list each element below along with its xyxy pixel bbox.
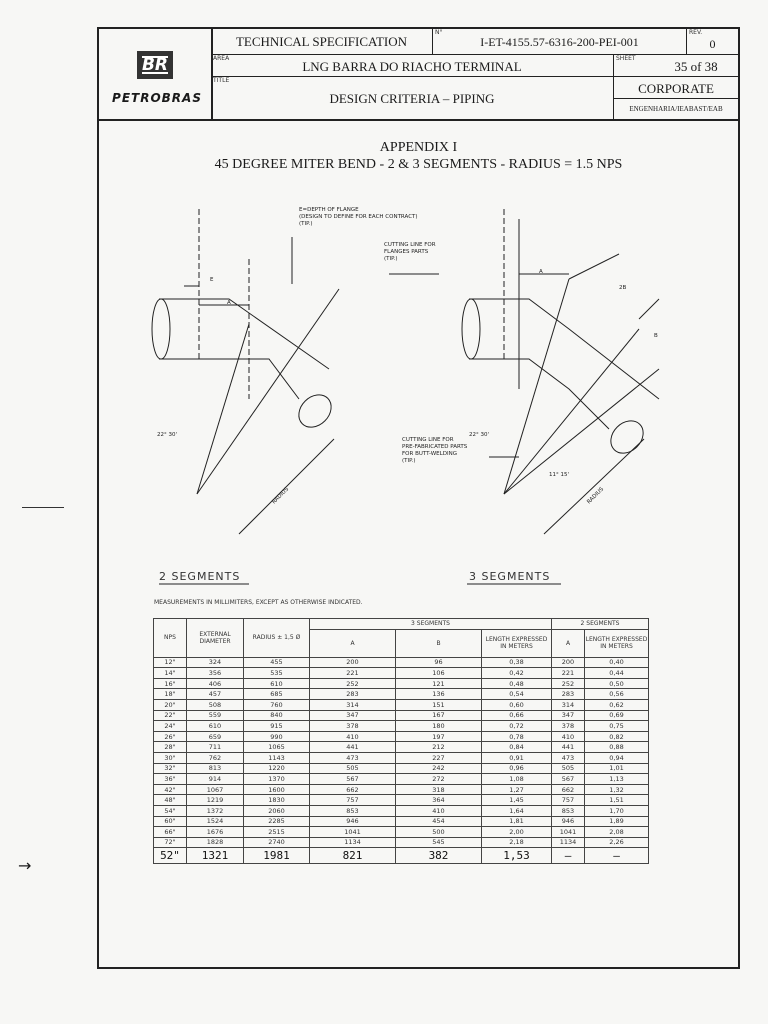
table-cell: 473 xyxy=(552,752,585,763)
table-cell: 2060 xyxy=(244,805,310,816)
title-label: TITLE xyxy=(213,77,230,84)
area-label: AREA xyxy=(213,55,230,62)
col-a-3seg: A xyxy=(310,629,396,657)
title-block-header xyxy=(99,29,738,121)
hand-a2: — xyxy=(552,848,585,864)
table-cell: 711 xyxy=(187,742,244,753)
table-cell: 227 xyxy=(396,752,482,763)
table-cell: 1041 xyxy=(310,827,396,838)
table-cell: 1143 xyxy=(244,752,310,763)
table-cell: 0,66 xyxy=(482,710,552,721)
pipe-2seg-bottom-edge xyxy=(159,359,299,399)
table-cell: 2285 xyxy=(244,816,310,827)
table-cell: 24" xyxy=(154,721,187,732)
pipe-2seg-outlet-ellipse xyxy=(292,388,337,433)
dim-2b-3seg xyxy=(569,254,619,279)
note-e-2: (DESIGN TO DEFINE FOR EACH CONTRACT) xyxy=(299,214,418,220)
table-cell: 283 xyxy=(310,689,396,700)
note-butt-2: PRE-FABRICATED PARTS xyxy=(402,444,468,450)
table-cell: 406 xyxy=(187,678,244,689)
table-cell: 757 xyxy=(552,795,585,806)
hand-length: 1,53 xyxy=(482,848,552,864)
table-row xyxy=(154,731,649,742)
caption-2-segments: 2 SEGMENTS xyxy=(159,570,241,583)
hand-ext: 1321 xyxy=(187,848,244,864)
radius-dim-3seg xyxy=(544,439,644,534)
margin-mark-line xyxy=(22,507,64,508)
table-cell: 454 xyxy=(396,816,482,827)
table-cell: 42" xyxy=(154,784,187,795)
table-cell: 441 xyxy=(310,742,396,753)
table-cell: 121 xyxy=(396,678,482,689)
table-cell: 1370 xyxy=(244,774,310,785)
table-cell: 946 xyxy=(310,816,396,827)
table-cell: 410 xyxy=(310,731,396,742)
table-cell: 455 xyxy=(244,657,310,668)
table-cell: 14" xyxy=(154,668,187,679)
appendix-subheading: 45 DEGREE MITER BEND - 2 & 3 SEGMENTS - RADIUS = 1.5 NPS xyxy=(214,157,623,172)
table-row xyxy=(154,689,649,700)
table-cell: 946 xyxy=(552,816,585,827)
miter-bend-drawing xyxy=(99,189,738,609)
table-cell: 685 xyxy=(244,689,310,700)
table-cell: 22" xyxy=(154,710,187,721)
table-cell: 2,26 xyxy=(585,837,649,848)
table-cell: 1600 xyxy=(244,784,310,795)
table-cell: 2740 xyxy=(244,837,310,848)
company-name: PETROBRAS xyxy=(112,91,202,105)
pipe-3seg-end-ellipse xyxy=(462,299,480,359)
table-cell: 324 xyxy=(187,657,244,668)
table-cell: 0,96 xyxy=(482,763,552,774)
table-cell: 314 xyxy=(552,699,585,710)
table-cell: 2515 xyxy=(244,827,310,838)
table-row xyxy=(154,710,649,721)
table-cell: 0,62 xyxy=(585,699,649,710)
table-cell: 760 xyxy=(244,699,310,710)
table-cell: 364 xyxy=(396,795,482,806)
col-group-2-segments: 2 SEGMENTS xyxy=(552,619,649,630)
table-cell: 26" xyxy=(154,731,187,742)
table-cell: 0,40 xyxy=(585,657,649,668)
doc-type-cell xyxy=(211,29,433,55)
hand-b: 382 xyxy=(396,848,482,864)
table-cell: 1,32 xyxy=(585,784,649,795)
table-row xyxy=(154,668,649,679)
table-cell: 96 xyxy=(396,657,482,668)
table-cell: 20" xyxy=(154,699,187,710)
table-cell: 1134 xyxy=(552,837,585,848)
hand-nps: 52" xyxy=(154,848,187,864)
table-cell: 272 xyxy=(396,774,482,785)
table-cell: 2,18 xyxy=(482,837,552,848)
table-cell: 2,00 xyxy=(482,827,552,838)
table-cell: 0,94 xyxy=(585,752,649,763)
table-cell: 200 xyxy=(310,657,396,668)
table-cell: 0,69 xyxy=(585,710,649,721)
table-cell: 813 xyxy=(187,763,244,774)
table-cell: 1067 xyxy=(187,784,244,795)
table-cell: 535 xyxy=(244,668,310,679)
dim-2b-label: 2B xyxy=(619,285,627,291)
table-cell: 1041 xyxy=(552,827,585,838)
title-value: DESIGN CRITERIA – PIPING xyxy=(329,91,495,106)
table-cell: 200 xyxy=(552,657,585,668)
table-cell: 0,84 xyxy=(482,742,552,753)
table-cell: 48" xyxy=(154,795,187,806)
table-cell: 0,54 xyxy=(482,689,552,700)
table-cell: 840 xyxy=(244,710,310,721)
table-cell: 1134 xyxy=(310,837,396,848)
table-row xyxy=(154,752,649,763)
table-cell: 1,01 xyxy=(585,763,649,774)
table-cell: 221 xyxy=(552,668,585,679)
pipe-3seg-top-edge xyxy=(469,299,659,399)
table-cell: 1,27 xyxy=(482,784,552,795)
table-cell: 567 xyxy=(552,774,585,785)
dim-a-label-2seg: A xyxy=(227,300,231,306)
sheet-value: 35 of 38 xyxy=(674,59,718,74)
table-cell: 36" xyxy=(154,774,187,785)
sheet-cell xyxy=(614,55,738,77)
org1-cell xyxy=(614,77,738,99)
doc-number-label: N° xyxy=(435,29,443,36)
table-cell: 378 xyxy=(552,721,585,732)
org2-cell xyxy=(614,99,738,119)
table-cell: 32" xyxy=(154,763,187,774)
table-cell: 0,42 xyxy=(482,668,552,679)
table-cell: 473 xyxy=(310,752,396,763)
table-cell: 347 xyxy=(552,710,585,721)
table-cell: 318 xyxy=(396,784,482,795)
dim-e-label: E xyxy=(210,277,214,283)
table-cell: 659 xyxy=(187,731,244,742)
radius-dim-2seg xyxy=(239,439,334,534)
col-a-2seg: A xyxy=(552,629,585,657)
cut-line-3seg-3 xyxy=(504,369,659,494)
table-cell: 0,50 xyxy=(585,678,649,689)
note-cut-1: CUTTING LINE FOR xyxy=(384,242,436,248)
table-cell: 16" xyxy=(154,678,187,689)
petrobras-logo-icon: BR xyxy=(137,51,173,79)
pipe-3seg-outlet-ellipse xyxy=(604,414,649,459)
table-cell: 915 xyxy=(244,721,310,732)
table-cell: 567 xyxy=(310,774,396,785)
table-cell: 151 xyxy=(396,699,482,710)
table-cell: 457 xyxy=(187,689,244,700)
table-cell: 1828 xyxy=(187,837,244,848)
org2-value: ENGENHARIA/IEABAST/EAB xyxy=(629,105,723,113)
specification-sheet xyxy=(97,27,740,969)
table-row xyxy=(154,816,649,827)
cut-line-3seg-2 xyxy=(504,329,639,494)
table-cell: 0,38 xyxy=(482,657,552,668)
table-cell: 252 xyxy=(310,678,396,689)
hand-a: 821 xyxy=(310,848,396,864)
area-value: LNG BARRA DO RIACHO TERMINAL xyxy=(302,59,522,74)
hand-radius: 1981 xyxy=(244,848,310,864)
table-cell: 559 xyxy=(187,710,244,721)
table-cell: 18" xyxy=(154,689,187,700)
note-butt-4: (TIP.) xyxy=(402,458,416,464)
doc-number-cell xyxy=(433,29,687,55)
table-cell: 1,64 xyxy=(482,805,552,816)
measurement-note: MEASUREMENTS IN MILLIMITERS, EXCEPT AS OTHERWISE INDICATED. xyxy=(154,599,363,606)
logo-cell xyxy=(99,29,213,119)
handwritten-row xyxy=(154,848,649,864)
table-cell: 1219 xyxy=(187,795,244,806)
table-cell: 0,82 xyxy=(585,731,649,742)
table-cell: 441 xyxy=(552,742,585,753)
table-cell: 410 xyxy=(552,731,585,742)
col-b-3seg: B xyxy=(396,629,482,657)
angle-line-2seg xyxy=(197,324,249,494)
note-e-1: E=DEPTH OF FLANGE xyxy=(299,207,359,213)
table-cell: 1065 xyxy=(244,742,310,753)
table-row xyxy=(154,774,649,785)
hand-length2: — xyxy=(585,848,649,864)
table-cell: 252 xyxy=(552,678,585,689)
table-row xyxy=(154,742,649,753)
table-cell: 1372 xyxy=(187,805,244,816)
table-cell: 212 xyxy=(396,742,482,753)
pipe-2seg-end-ellipse xyxy=(152,299,170,359)
col-radius: RADIUS ± 1,5 Ø xyxy=(244,619,310,658)
table-cell: 0,91 xyxy=(482,752,552,763)
table-cell: 2,08 xyxy=(585,827,649,838)
table-cell: 0,88 xyxy=(585,742,649,753)
col-length-2seg: LENGTH EXPRESSED IN METERS xyxy=(585,629,649,657)
table-cell: 54" xyxy=(154,805,187,816)
sheet-label: SHEET xyxy=(616,55,636,62)
radius-label-3seg: RADIUS xyxy=(586,486,606,506)
table-cell: 28" xyxy=(154,742,187,753)
note-cut-3: (TIP.) xyxy=(384,256,398,262)
table-cell: 136 xyxy=(396,689,482,700)
table-cell: 1830 xyxy=(244,795,310,806)
table-cell: 60" xyxy=(154,816,187,827)
table-cell: 505 xyxy=(310,763,396,774)
table-cell: 0,48 xyxy=(482,678,552,689)
radius-line-2seg xyxy=(197,289,339,494)
table-cell: 283 xyxy=(552,689,585,700)
table-cell: 762 xyxy=(187,752,244,763)
table-cell: 500 xyxy=(396,827,482,838)
table-cell: 0,78 xyxy=(482,731,552,742)
table-row xyxy=(154,784,649,795)
table-row xyxy=(154,827,649,838)
dim-b-label: B xyxy=(654,333,658,339)
table-cell: 1,81 xyxy=(482,816,552,827)
table-cell: 167 xyxy=(396,710,482,721)
table-cell: 610 xyxy=(187,721,244,732)
rev-label: REV. xyxy=(689,29,703,36)
appendix-heading: APPENDIX I xyxy=(379,140,458,155)
dim-a-label-3seg: A xyxy=(539,269,543,275)
dimension-table xyxy=(153,618,649,864)
angle-1115: 11° 15' xyxy=(549,472,570,478)
table-cell: 914 xyxy=(187,774,244,785)
table-cell: 1,45 xyxy=(482,795,552,806)
table-cell: 508 xyxy=(187,699,244,710)
table-row xyxy=(154,795,649,806)
table-cell: 662 xyxy=(310,784,396,795)
col-length-3seg: LENGTH EXPRESSED IN METERS xyxy=(482,629,552,657)
table-cell: 378 xyxy=(310,721,396,732)
table-cell: 72" xyxy=(154,837,187,848)
col-group-3-segments: 3 SEGMENTS xyxy=(310,619,552,630)
table-cell: 0,56 xyxy=(585,689,649,700)
area-cell xyxy=(211,55,614,77)
table-cell: 545 xyxy=(396,837,482,848)
table-row xyxy=(154,805,649,816)
rev-cell xyxy=(687,29,738,55)
caption-3-segments: 3 SEGMENTS xyxy=(469,570,551,583)
table-cell: 757 xyxy=(310,795,396,806)
note-e-3: (TIP.) xyxy=(299,221,313,227)
org1-value: CORPORATE xyxy=(638,81,714,96)
pipe-3seg-bottom-edge xyxy=(469,359,609,429)
col-nps: NPS xyxy=(154,619,187,658)
angle-right: 22° 30' xyxy=(469,432,490,438)
table-cell: 1,89 xyxy=(585,816,649,827)
table-cell: 853 xyxy=(552,805,585,816)
dim-b-3seg xyxy=(639,299,659,319)
note-butt-1: CUTTING LINE FOR xyxy=(402,437,454,443)
table-cell: 505 xyxy=(552,763,585,774)
handwritten-arrow: → xyxy=(18,856,32,875)
doc-number: I-ET-4155.57-6316-200-PEI-001 xyxy=(480,35,639,49)
radius-label-2seg: RADIUS xyxy=(271,486,291,506)
table-cell: 314 xyxy=(310,699,396,710)
table-cell: 242 xyxy=(396,763,482,774)
table-row xyxy=(154,763,649,774)
table-cell: 106 xyxy=(396,668,482,679)
table-cell: 0,60 xyxy=(482,699,552,710)
table-cell: 197 xyxy=(396,731,482,742)
table-cell: 0,72 xyxy=(482,721,552,732)
table-cell: 180 xyxy=(396,721,482,732)
doc-type: TECHNICAL SPECIFICATION xyxy=(235,34,408,49)
table-cell: 12" xyxy=(154,657,187,668)
table-cell: 0,75 xyxy=(585,721,649,732)
table-cell: 0,44 xyxy=(585,668,649,679)
table-cell: 1,51 xyxy=(585,795,649,806)
rev-value: 0 xyxy=(709,37,716,51)
table-cell: 610 xyxy=(244,678,310,689)
table-cell: 853 xyxy=(310,805,396,816)
title-cell xyxy=(211,77,614,119)
table-row xyxy=(154,678,649,689)
table-cell: 1,13 xyxy=(585,774,649,785)
table-cell: 66" xyxy=(154,827,187,838)
table-cell: 1676 xyxy=(187,827,244,838)
table-cell: 1,70 xyxy=(585,805,649,816)
angle-left: 22° 30' xyxy=(157,432,178,438)
table-row xyxy=(154,721,649,732)
table-cell: 30" xyxy=(154,752,187,763)
table-cell: 990 xyxy=(244,731,310,742)
appendix-title xyxy=(99,139,738,173)
col-external-diameter: EXTERNAL DIAMETER xyxy=(187,619,244,658)
cut-line-3seg-1 xyxy=(504,279,569,494)
table-cell: 1220 xyxy=(244,763,310,774)
note-cut-2: FLANGES PARTS xyxy=(384,249,429,255)
table-cell: 1524 xyxy=(187,816,244,827)
table-cell: 662 xyxy=(552,784,585,795)
table-cell: 347 xyxy=(310,710,396,721)
table-cell: 1,08 xyxy=(482,774,552,785)
table-row xyxy=(154,657,649,668)
table-row xyxy=(154,837,649,848)
note-butt-3: FOR BUTT-WELDING xyxy=(402,451,457,457)
table-cell: 356 xyxy=(187,668,244,679)
table-row xyxy=(154,699,649,710)
table-cell: 410 xyxy=(396,805,482,816)
table-cell: 221 xyxy=(310,668,396,679)
